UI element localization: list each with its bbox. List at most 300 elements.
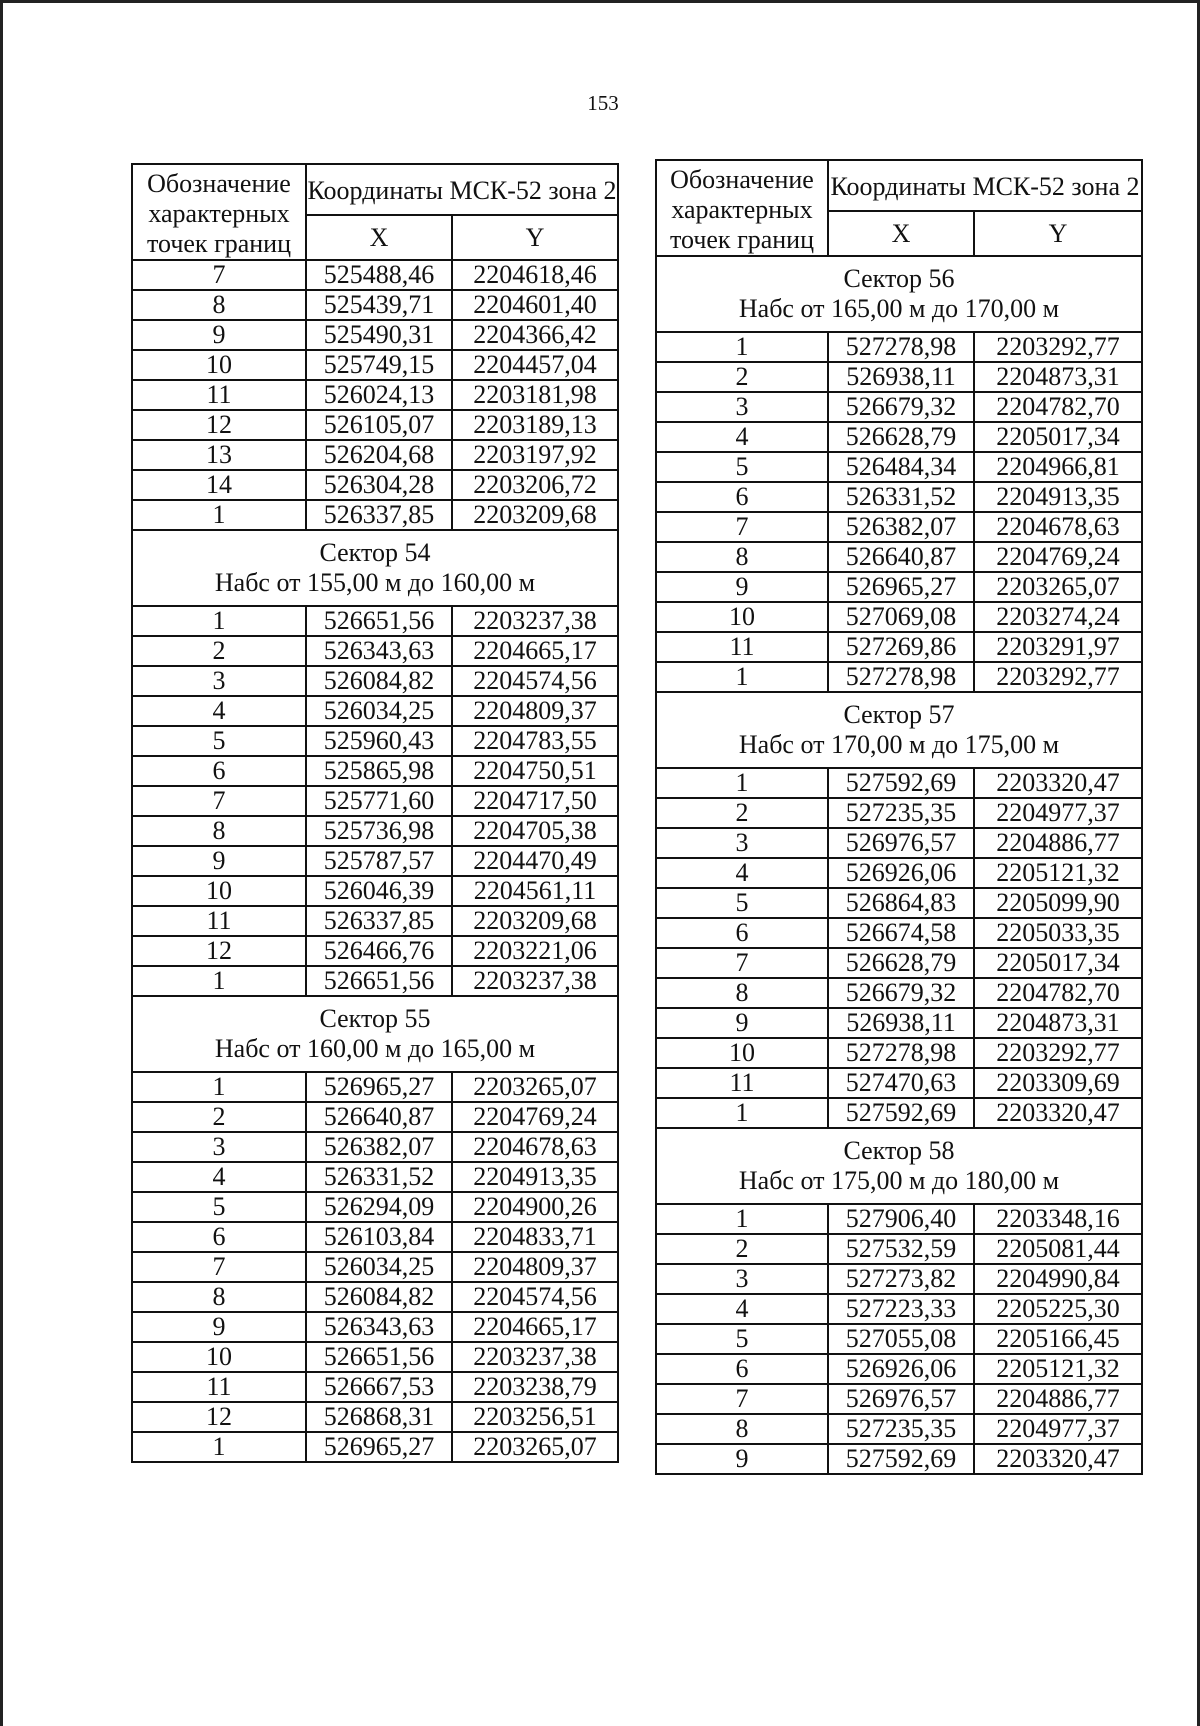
table-row [656,1098,1142,1128]
point-number-cell: 8 [656,978,828,1008]
y-coordinate-cell: 2203292,77 [974,662,1142,692]
y-coordinate-cell: 2204470,49 [452,846,618,876]
table-row [132,350,618,380]
table-row [656,452,1142,482]
point-number-cell: 7 [656,512,828,542]
x-coordinate-cell: 525865,98 [306,756,452,786]
point-number-cell: 3 [656,1264,828,1294]
point-number-cell: 1 [656,662,828,692]
y-coordinate-cell: 2204886,77 [974,828,1142,858]
y-coordinate-cell: 2204366,42 [452,320,618,350]
x-coordinate-cell: 526331,52 [828,482,974,512]
y-coordinate-cell: 2204886,77 [974,1384,1142,1414]
point-number-cell: 7 [132,786,306,816]
y-coordinate-cell: 2203237,38 [452,606,618,636]
x-coordinate-cell: 527592,69 [828,768,974,798]
x-coordinate-cell: 526651,56 [306,966,452,996]
x-coordinate-cell: 526628,79 [828,422,974,452]
table-row [132,816,618,846]
y-coordinate-cell: 2204782,70 [974,392,1142,422]
y-coordinate-cell: 2205033,35 [974,918,1142,948]
point-number-cell: 3 [132,1132,306,1162]
sector-header [656,692,1142,768]
sector-title: Сектор 54 [319,538,431,567]
y-coordinate-cell: 2204750,51 [452,756,618,786]
sector-header-row [656,692,1142,768]
point-number-cell: 6 [656,918,828,948]
table-row [132,786,618,816]
y-coordinate-cell: 2204977,37 [974,798,1142,828]
point-number-cell: 6 [132,756,306,786]
point-number-cell: 9 [132,320,306,350]
y-coordinate-cell: 2205121,32 [974,858,1142,888]
y-coordinate-cell: 2203181,98 [452,380,618,410]
point-number-cell: 8 [132,816,306,846]
y-coordinate-cell: 2204833,71 [452,1222,618,1252]
y-coordinate-cell: 2203292,77 [974,1038,1142,1068]
x-coordinate-cell: 527592,69 [828,1444,974,1474]
y-coordinate-cell: 2203209,68 [452,500,618,530]
y-coordinate-cell: 2203189,13 [452,410,618,440]
y-coordinate-cell: 2205166,45 [974,1324,1142,1354]
table-row [132,876,618,906]
point-number-cell: 4 [656,1294,828,1324]
x-coordinate-cell: 526640,87 [306,1102,452,1132]
x-coordinate-cell: 526965,27 [828,572,974,602]
x-coordinate-cell: 527906,40 [828,1204,974,1234]
table-row [132,380,618,410]
table-row [656,1234,1142,1264]
y-coordinate-cell: 2204913,35 [974,482,1142,512]
point-number-cell: 7 [132,1252,306,1282]
point-number-cell: 1 [132,1432,306,1462]
table-row [656,768,1142,798]
sector-header [656,256,1142,332]
x-coordinate-cell: 525771,60 [306,786,452,816]
table-row [132,936,618,966]
point-number-cell: 1 [656,1204,828,1234]
y-coordinate-cell: 2204809,37 [452,696,618,726]
sector-header-row [132,996,618,1072]
table-row [132,1222,618,1252]
table-row [656,332,1142,362]
header-point-designation: Обозначение характерных точек границ [132,164,306,260]
point-number-cell: 3 [656,828,828,858]
sector-title: Сектор 56 [843,264,955,293]
table-row [656,512,1142,542]
x-coordinate-cell: 526667,53 [306,1372,452,1402]
point-number-cell: 8 [656,1414,828,1444]
y-coordinate-cell: 2203309,69 [974,1068,1142,1098]
x-coordinate-cell: 525787,57 [306,846,452,876]
point-number-cell: 8 [656,542,828,572]
table-row [656,828,1142,858]
table-row [132,666,618,696]
x-coordinate-cell: 526382,07 [828,512,974,542]
point-number-cell: 9 [656,572,828,602]
point-number-cell: 1 [656,768,828,798]
sector-header-row [132,530,618,606]
sector-height-range: Набс от 175,00 м до 180,00 м [738,1166,1060,1195]
y-coordinate-cell: 2203237,38 [452,966,618,996]
point-number-cell: 14 [132,470,306,500]
table-row [132,1162,618,1192]
y-coordinate-cell: 2204782,70 [974,978,1142,1008]
point-number-cell: 10 [132,1342,306,1372]
x-coordinate-cell: 526628,79 [828,948,974,978]
point-number-cell: 1 [132,1072,306,1102]
y-coordinate-cell: 2204873,31 [974,362,1142,392]
table-row [132,1372,618,1402]
x-coordinate-cell: 527278,98 [828,1038,974,1068]
point-number-cell: 13 [132,440,306,470]
x-coordinate-cell: 526337,85 [306,500,452,530]
x-coordinate-cell: 526938,11 [828,362,974,392]
x-coordinate-cell: 526382,07 [306,1132,452,1162]
table-row [132,1252,618,1282]
point-number-cell: 2 [132,1102,306,1132]
x-coordinate-cell: 526864,83 [828,888,974,918]
point-number-cell: 6 [656,1354,828,1384]
y-coordinate-cell: 2204457,04 [452,350,618,380]
y-coordinate-cell: 2204618,46 [452,260,618,290]
point-number-cell: 1 [656,332,828,362]
x-coordinate-cell: 527269,86 [828,632,974,662]
table-row [656,662,1142,692]
x-coordinate-cell: 525490,31 [306,320,452,350]
header-coordinates: Координаты МСК-52 зона 2 [306,164,618,215]
sector-title: Сектор 58 [843,1136,955,1165]
point-number-cell: 4 [656,422,828,452]
y-coordinate-cell: 2204574,56 [452,666,618,696]
point-number-cell: 9 [656,1008,828,1038]
y-coordinate-cell: 2204665,17 [452,1312,618,1342]
x-coordinate-cell: 526034,25 [306,696,452,726]
x-coordinate-cell: 526965,27 [306,1072,452,1102]
point-number-cell: 2 [656,362,828,392]
page-number: 153 [587,91,619,115]
table-row [656,602,1142,632]
y-coordinate-cell: 2203238,79 [452,1372,618,1402]
table-row [132,1102,618,1132]
y-coordinate-cell: 2205121,32 [974,1354,1142,1384]
y-coordinate-cell: 2203320,47 [974,768,1142,798]
sector-header [656,1128,1142,1204]
point-number-cell: 3 [656,392,828,422]
sector-height-range: Набс от 155,00 м до 160,00 м [214,568,536,597]
table-row [656,482,1142,512]
coordinates-table-left [131,163,619,1463]
header-y: Y [452,215,618,260]
sector-header [132,530,618,606]
point-number-cell: 9 [132,846,306,876]
x-coordinate-cell: 526294,09 [306,1192,452,1222]
table-row [132,636,618,666]
x-coordinate-cell: 526976,57 [828,1384,974,1414]
y-coordinate-cell: 2203292,77 [974,332,1142,362]
table-row [132,726,618,756]
x-coordinate-cell: 526679,32 [828,978,974,1008]
table-row [132,696,618,726]
point-number-cell: 4 [132,696,306,726]
table-row [656,1384,1142,1414]
x-coordinate-cell: 526337,85 [306,906,452,936]
y-coordinate-cell: 2203265,07 [974,572,1142,602]
table-body [656,256,1142,1474]
x-coordinate-cell: 526965,27 [306,1432,452,1462]
y-coordinate-cell: 2204678,63 [974,512,1142,542]
point-number-cell: 1 [132,606,306,636]
y-coordinate-cell: 2205225,30 [974,1294,1142,1324]
point-number-cell: 11 [656,632,828,662]
x-coordinate-cell: 526304,28 [306,470,452,500]
x-coordinate-cell: 526046,39 [306,876,452,906]
point-number-cell: 6 [132,1222,306,1252]
table-row [132,756,618,786]
sector-height-range: Набс от 170,00 м до 175,00 м [738,730,1060,759]
x-coordinate-cell: 527055,08 [828,1324,974,1354]
y-coordinate-cell: 2204913,35 [452,1162,618,1192]
y-coordinate-cell: 2203265,07 [452,1432,618,1462]
x-coordinate-cell: 526103,84 [306,1222,452,1252]
sector-height-range: Набс от 165,00 м до 170,00 м [738,294,1060,323]
y-coordinate-cell: 2204561,11 [452,876,618,906]
x-coordinate-cell: 526084,82 [306,1282,452,1312]
point-number-cell: 7 [132,260,306,290]
table-row [132,1192,618,1222]
table-row [656,632,1142,662]
table-row [132,1402,618,1432]
point-number-cell: 4 [656,858,828,888]
table-row [656,888,1142,918]
table-row [656,1324,1142,1354]
y-coordinate-cell: 2203265,07 [452,1072,618,1102]
x-coordinate-cell: 526640,87 [828,542,974,572]
x-coordinate-cell: 525749,15 [306,350,452,380]
x-coordinate-cell: 526926,06 [828,858,974,888]
table-row [132,260,618,290]
y-coordinate-cell: 2205017,34 [974,948,1142,978]
sector-header-row [656,256,1142,332]
table-body [132,260,618,1462]
table-row [132,906,618,936]
y-coordinate-cell: 2204705,38 [452,816,618,846]
x-coordinate-cell: 526084,82 [306,666,452,696]
table-row [656,1068,1142,1098]
x-coordinate-cell: 526484,34 [828,452,974,482]
x-coordinate-cell: 526651,56 [306,606,452,636]
point-number-cell: 12 [132,1402,306,1432]
x-coordinate-cell: 525439,71 [306,290,452,320]
point-number-cell: 11 [132,1372,306,1402]
point-number-cell: 12 [132,410,306,440]
y-coordinate-cell: 2203291,97 [974,632,1142,662]
table-row [656,948,1142,978]
x-coordinate-cell: 527223,33 [828,1294,974,1324]
point-number-cell: 12 [132,936,306,966]
table-row [132,846,618,876]
y-coordinate-cell: 2204873,31 [974,1008,1142,1038]
x-coordinate-cell: 527273,82 [828,1264,974,1294]
table-row [656,798,1142,828]
y-coordinate-cell: 2203274,24 [974,602,1142,632]
x-coordinate-cell: 527592,69 [828,1098,974,1128]
point-number-cell: 5 [656,888,828,918]
x-coordinate-cell: 526343,63 [306,636,452,666]
y-coordinate-cell: 2203348,16 [974,1204,1142,1234]
point-number-cell: 1 [132,500,306,530]
table-row [132,1432,618,1462]
y-coordinate-cell: 2203256,51 [452,1402,618,1432]
header-x: X [306,215,452,260]
header-y: Y [974,211,1142,256]
y-coordinate-cell: 2205099,90 [974,888,1142,918]
table-row [132,320,618,350]
point-number-cell: 5 [132,726,306,756]
table-row [132,606,618,636]
table-row [132,966,618,996]
y-coordinate-cell: 2203197,92 [452,440,618,470]
x-coordinate-cell: 526679,32 [828,392,974,422]
y-coordinate-cell: 2203237,38 [452,1342,618,1372]
table-row [656,542,1142,572]
x-coordinate-cell: 526331,52 [306,1162,452,1192]
point-number-cell: 1 [132,966,306,996]
x-coordinate-cell: 525488,46 [306,260,452,290]
table-row [656,362,1142,392]
x-coordinate-cell: 527235,35 [828,1414,974,1444]
x-coordinate-cell: 526466,76 [306,936,452,966]
y-coordinate-cell: 2204601,40 [452,290,618,320]
table-row [132,440,618,470]
x-coordinate-cell: 526868,31 [306,1402,452,1432]
point-number-cell: 8 [132,1282,306,1312]
point-number-cell: 9 [132,1312,306,1342]
x-coordinate-cell: 526204,68 [306,440,452,470]
x-coordinate-cell: 526651,56 [306,1342,452,1372]
table-row [132,1072,618,1102]
x-coordinate-cell: 526343,63 [306,1312,452,1342]
x-coordinate-cell: 525960,43 [306,726,452,756]
table-row [132,470,618,500]
header-point-designation: Обозначение характерных точек границ [656,160,828,256]
y-coordinate-cell: 2204966,81 [974,452,1142,482]
point-number-cell: 5 [656,452,828,482]
table-row [132,1132,618,1162]
table-row [656,1444,1142,1474]
point-number-cell: 9 [656,1444,828,1474]
y-coordinate-cell: 2203320,47 [974,1444,1142,1474]
y-coordinate-cell: 2204665,17 [452,636,618,666]
point-number-cell: 7 [656,948,828,978]
point-number-cell: 10 [132,350,306,380]
point-number-cell: 5 [132,1192,306,1222]
table-row [656,1354,1142,1384]
header-x: X [828,211,974,256]
y-coordinate-cell: 2203320,47 [974,1098,1142,1128]
point-number-cell: 2 [656,1234,828,1264]
point-number-cell: 11 [132,380,306,410]
y-coordinate-cell: 2203221,06 [452,936,618,966]
table-row [132,290,618,320]
x-coordinate-cell: 527278,98 [828,332,974,362]
x-coordinate-cell: 525736,98 [306,816,452,846]
point-number-cell: 1 [656,1098,828,1128]
sector-title: Сектор 57 [843,700,955,729]
table-row [656,392,1142,422]
point-number-cell: 4 [132,1162,306,1192]
table-row [132,1312,618,1342]
point-number-cell: 5 [656,1324,828,1354]
coordinates-table-right [655,159,1143,1475]
point-number-cell: 6 [656,482,828,512]
x-coordinate-cell: 526926,06 [828,1354,974,1384]
point-number-cell: 10 [132,876,306,906]
y-coordinate-cell: 2205081,44 [974,1234,1142,1264]
x-coordinate-cell: 527470,63 [828,1068,974,1098]
table-row [656,1204,1142,1234]
y-coordinate-cell: 2204977,37 [974,1414,1142,1444]
table-row [132,1282,618,1312]
sector-header-row [656,1128,1142,1204]
sector-title: Сектор 55 [319,1004,431,1033]
y-coordinate-cell: 2204678,63 [452,1132,618,1162]
table-row [132,1342,618,1372]
point-number-cell: 7 [656,1384,828,1414]
x-coordinate-cell: 526034,25 [306,1252,452,1282]
y-coordinate-cell: 2204809,37 [452,1252,618,1282]
table-row [656,1008,1142,1038]
table-row [656,1414,1142,1444]
point-number-cell: 10 [656,1038,828,1068]
x-coordinate-cell: 526024,13 [306,380,452,410]
y-coordinate-cell: 2204900,26 [452,1192,618,1222]
y-coordinate-cell: 2204769,24 [974,542,1142,572]
point-number-cell: 3 [132,666,306,696]
x-coordinate-cell: 526938,11 [828,1008,974,1038]
table-row [656,572,1142,602]
table-row [656,1294,1142,1324]
point-number-cell: 10 [656,602,828,632]
y-coordinate-cell: 2204769,24 [452,1102,618,1132]
y-coordinate-cell: 2204783,55 [452,726,618,756]
point-number-cell: 8 [132,290,306,320]
y-coordinate-cell: 2204574,56 [452,1282,618,1312]
y-coordinate-cell: 2205017,34 [974,422,1142,452]
header-coordinates: Координаты МСК-52 зона 2 [828,160,1142,211]
x-coordinate-cell: 526976,57 [828,828,974,858]
x-coordinate-cell: 527532,59 [828,1234,974,1264]
sector-height-range: Набс от 160,00 м до 165,00 м [214,1034,536,1063]
x-coordinate-cell: 527069,08 [828,602,974,632]
y-coordinate-cell: 2203206,72 [452,470,618,500]
sector-header [132,996,618,1072]
table-row [656,978,1142,1008]
table-row [656,858,1142,888]
x-coordinate-cell: 527278,98 [828,662,974,692]
x-coordinate-cell: 526105,07 [306,410,452,440]
x-coordinate-cell: 526674,58 [828,918,974,948]
y-coordinate-cell: 2203209,68 [452,906,618,936]
point-number-cell: 2 [656,798,828,828]
table-row [656,918,1142,948]
table-row [656,1264,1142,1294]
point-number-cell: 2 [132,636,306,666]
table-row [132,410,618,440]
x-coordinate-cell: 527235,35 [828,798,974,828]
table-row [656,422,1142,452]
point-number-cell: 11 [132,906,306,936]
